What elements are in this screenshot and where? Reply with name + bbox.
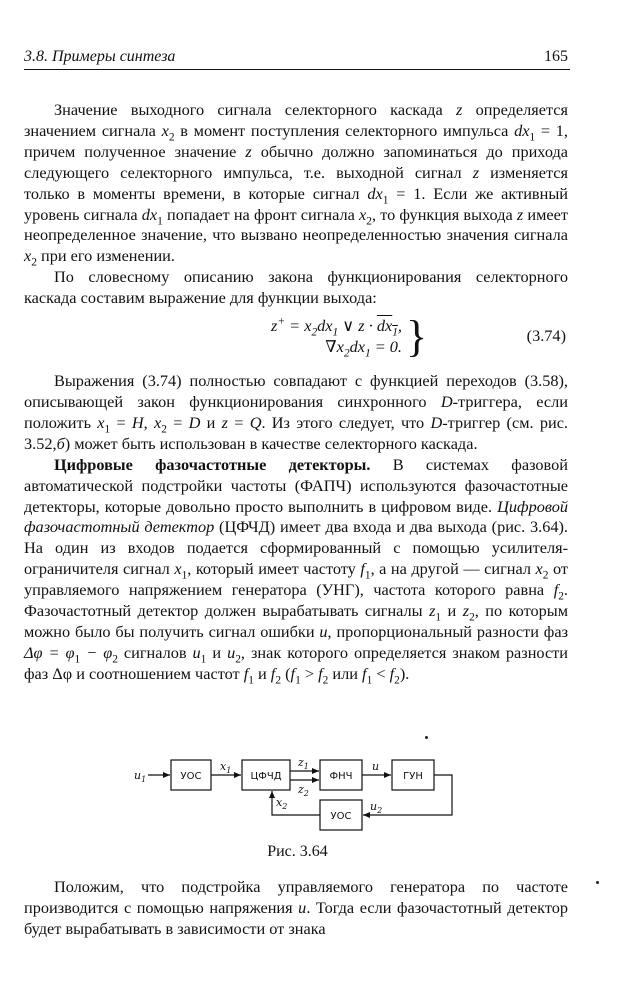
header-rule xyxy=(24,69,570,70)
figure-caption: Рис. 3.64 xyxy=(267,843,328,860)
equation-brace: } xyxy=(406,312,428,362)
section-heading: Цифровые фазочастотные детекторы. xyxy=(54,454,371,474)
block-fnch-label: ФНЧ xyxy=(329,771,353,782)
paragraph-phase-detectors: Цифровые фазочастотные детекторы. В системах фазовой автоматической подстройки частоты (ФАПЧ) используются фазочастотные детекторы, которые довольно просто выполнить в цифровом виде. Цифровой фазочастотный детектор (ЦФЧД) имеет два входа и два выхода (рис. 3.64). На один из входов подается сформированный с помощью усилителя-ограничителя сигнал $x_1$, который имеет частоту $f_1$, а на другой — сигнал $x_2$ от управляемого напряжением генератора (УНГ), частота которого равна $f_2$. Фазочастотный детектор должен вырабатывать сигналы $z_1$ и $z_2$, по которым можно было бы получить сигнал ошибки u, пропорциональный разности фаз $\Delta\varphi = \varphi_1 - \varphi_2$ сигналов $u_1$ и $u_2$, знак которого определяется знаком разности фаз Δφ и соотношением частот $f_1$ и $f_2$ ($f_1 > f_2$ или $f_1 < f_2$). xyxy=(24,454,569,686)
body-text xyxy=(24,100,568,685)
signal-u2: $u_2$ xyxy=(370,800,383,815)
speck-mark-2 xyxy=(596,881,599,884)
signal-u1: $u_1$ xyxy=(134,769,147,784)
defined-term: Цифровой фазочастотный детектор xyxy=(24,496,568,537)
paragraph-selector-output: Значение выходного сигнала селекторного каскада z определяется значением сигнала $x_2$ в момент поступления селекторного импульса $dx_1 = 1$, причем полученное значение z обычно должно запоминаться до прихода следующего селекторного импульса, т.е. выходной сигнал z изменяется только в моменты времени, в которые сигнал $dx_1 = 1$. Если же активный уровень сигнала $dx_1$ попадает на фронт сигнала $x_2$, то функция выхода z имеет неопределенное значение, что вызвано неопределенностью значения сигнала $x_2$ при его изменении. xyxy=(24,100,569,269)
signal-z1: $z_1$ xyxy=(298,756,309,771)
paragraph-d-trigger: Выражения (3.74) полностью совпадают с функцией переходов (3.58), описывающей закон функционирования синхронного D-триггера, если положить $x_1 = H$, $x_2 = D$ и z = Q. Из этого следует, что D-триггер (см. рис. 3.52,б) может быть использован в качестве селекторного каскада. xyxy=(24,371,568,453)
equation-lines xyxy=(224,315,402,360)
block-uos-2-label: УОС xyxy=(330,811,352,822)
page-number: 165 xyxy=(544,48,568,65)
block-gun-label: ГУН xyxy=(403,771,423,782)
signal-x2: $x_2$ xyxy=(276,796,288,811)
signal-x1: $x_1$ xyxy=(220,760,232,775)
block-cfchd-label: ЦФЧД xyxy=(250,771,282,782)
speck-mark xyxy=(425,736,428,739)
paragraph-frequency-tuning: Положим, что подстройка управляемого генератора по частоте производится с помощью напряжения u. Тогда если фазочастотный детектор будет вырабатывать в зависимости от знака xyxy=(24,877,568,938)
equation-line-2: $\nabla x_2dx_1 = 0$. xyxy=(325,337,402,360)
page-header xyxy=(24,47,570,71)
block-diagram xyxy=(130,750,470,850)
signal-z2: $z_2$ xyxy=(298,783,309,798)
signal-u: u xyxy=(372,760,380,773)
equation-line-1: $z^+ = x_2dx_1$ ∨ $z \cdot dx_1$, xyxy=(271,315,402,339)
running-head: 3.8. Примеры синтеза xyxy=(24,48,176,65)
equation-3-74 xyxy=(24,313,568,365)
block-uos-1-label: УОС xyxy=(180,771,202,782)
equation-number: (3.74) xyxy=(526,326,566,346)
body-text-continued xyxy=(24,877,568,940)
figure-3-64 xyxy=(130,750,470,850)
paragraph-output-expression: По словесному описанию закона функционирования селекторного каскада составим выражение для функции выхода: xyxy=(24,267,568,308)
